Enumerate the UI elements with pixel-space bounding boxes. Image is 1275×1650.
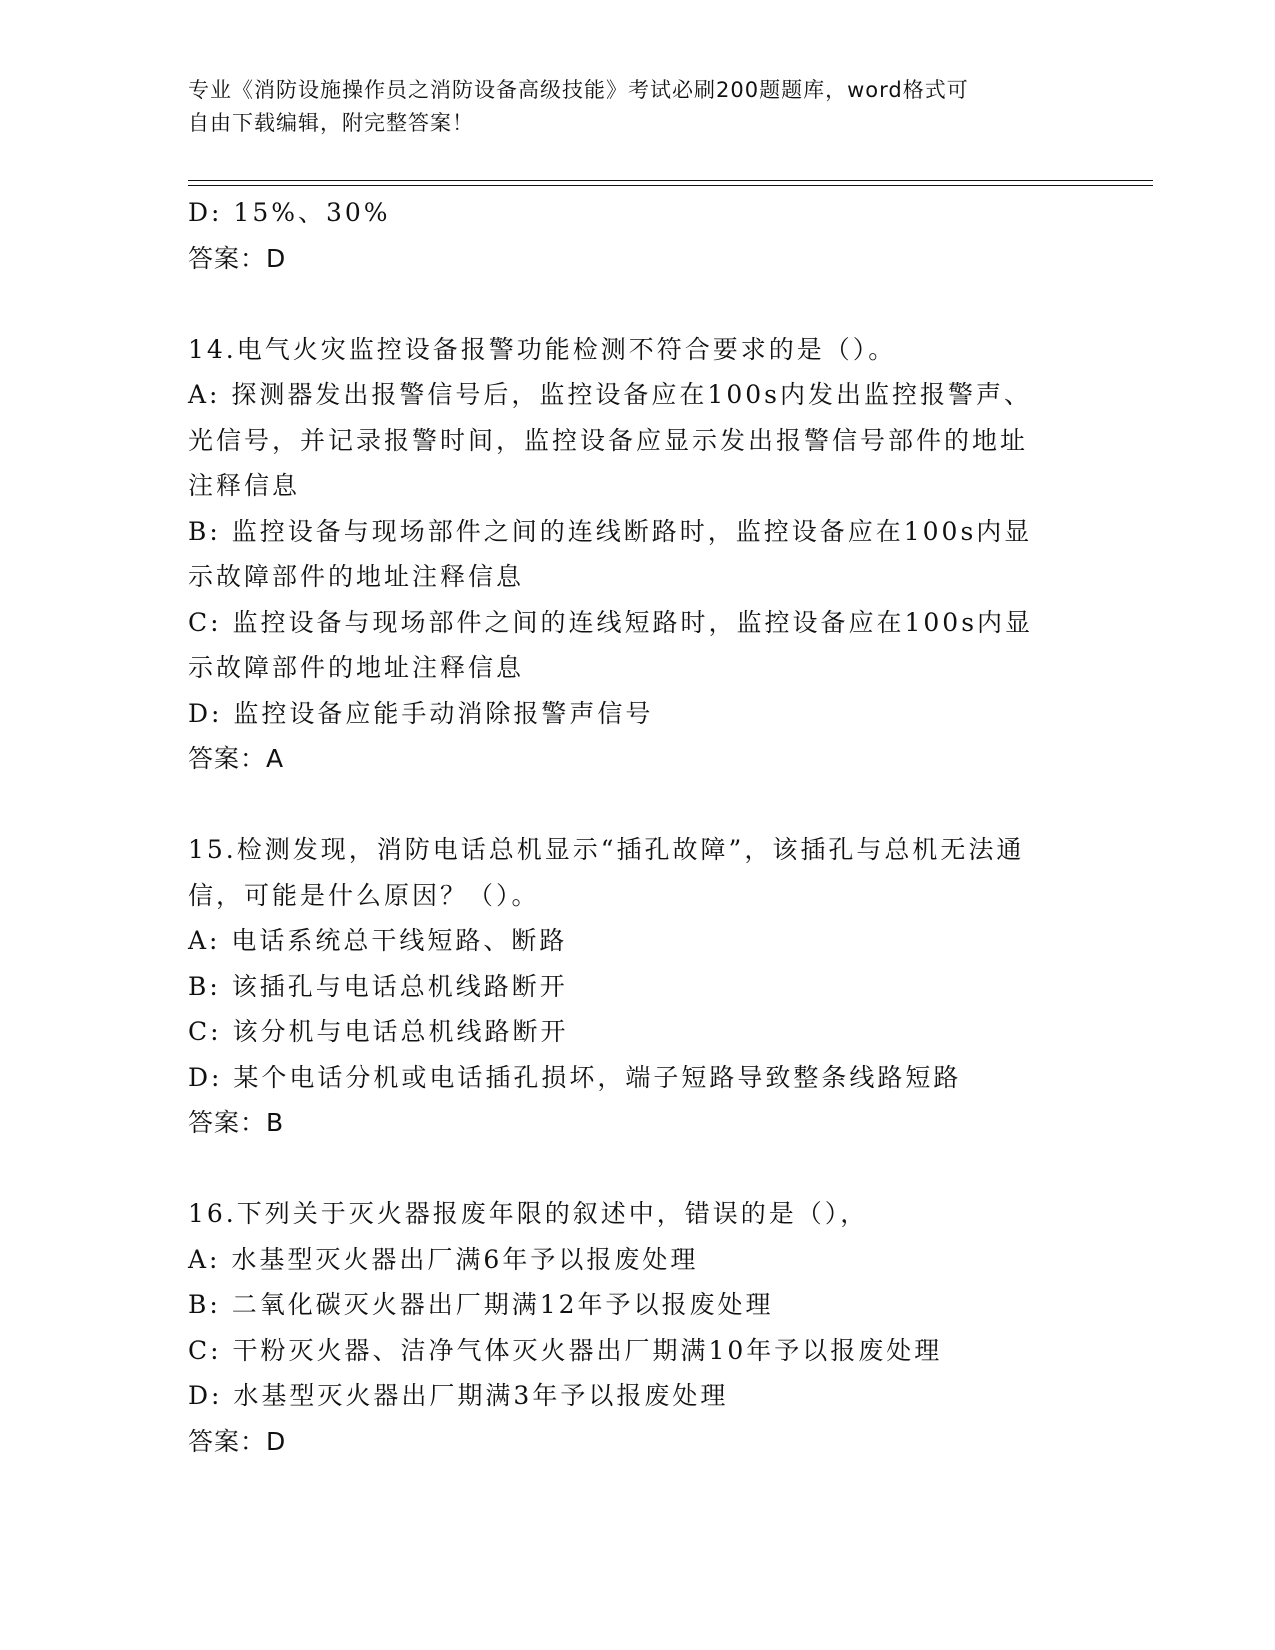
question-14 (188, 327, 1088, 782)
option-a-continued: 光信号，并记录报警时间，监控设备应显示发出报警信号部件的地址 (188, 425, 1029, 455)
option-a: A: 水基型灭火器出厂满6年予以报废处理 (188, 1244, 699, 1274)
option-d: D: 15%、30% (188, 198, 391, 227)
spacer (188, 281, 1088, 327)
option-c: C: 监控设备与现场部件之间的连线短路时，监控设备应在100s内显 (188, 607, 1034, 637)
option-c: C: 该分机与电话总机线路断开 (188, 1017, 569, 1046)
option-c-continued: 示故障部件的地址注释信息 (188, 653, 525, 682)
option-b: B: 二氧化碳灭火器出厂期满12年予以报废处理 (188, 1290, 774, 1319)
question-15 (188, 827, 1088, 1146)
question-list (188, 190, 1088, 1464)
answer-line: 答案：B (188, 1108, 285, 1137)
question-stem: 15.检测发现，消防电话总机显示“插孔故障”，该插孔与总机无法通 (188, 835, 1025, 864)
question-13-tail (188, 190, 1088, 281)
spacer (188, 1146, 1088, 1192)
option-b: B: 该插孔与电话总机线路断开 (188, 971, 568, 1001)
header-divider-bottom (188, 185, 1153, 186)
answer-line: 答案：D (188, 243, 287, 273)
option-a-continued: 注释信息 (188, 471, 301, 500)
question-16 (188, 1191, 1088, 1464)
option-b: B: 监控设备与现场部件之间的连线断路时，监控设备应在100s内显 (188, 516, 1033, 546)
option-a: A: 探测器发出报警信号后，监控设备应在100s内发出监控报警声、 (188, 380, 1032, 409)
option-d: D: 监控设备应能手动消除报警声信号 (188, 698, 654, 728)
header-divider-top (188, 180, 1153, 181)
option-c: C: 干粉灭火器、洁净气体灭火器出厂期满10年予以报废处理 (188, 1335, 943, 1365)
option-a: A: 电话系统总干线短路、断路 (188, 926, 568, 955)
header-line-1: 专业《消防设施操作员之消防设备高级技能》考试必刷200题题库，word格式可 (188, 78, 969, 102)
document-header (188, 74, 1068, 140)
option-d: D: 水基型灭火器出厂期满3年予以报废处理 (188, 1381, 729, 1410)
question-stem: 16.下列关于灭火器报废年限的叙述中，错误的是（）， (188, 1199, 869, 1228)
spacer (188, 782, 1088, 828)
question-stem-continued: 信，可能是什么原因？（）。 (188, 880, 540, 910)
answer-line: 答案：A (188, 744, 285, 773)
option-b-continued: 示故障部件的地址注释信息 (188, 562, 525, 591)
option-d: D: 某个电话分机或电话插孔损坏，端子短路导致整条线路短路 (188, 1062, 962, 1092)
answer-line: 答案：D (188, 1426, 287, 1456)
question-stem: 14.电气火灾监控设备报警功能检测不符合要求的是（）。 (188, 334, 897, 364)
header-line-2: 自由下载编辑，附完整答案！ (188, 111, 474, 135)
